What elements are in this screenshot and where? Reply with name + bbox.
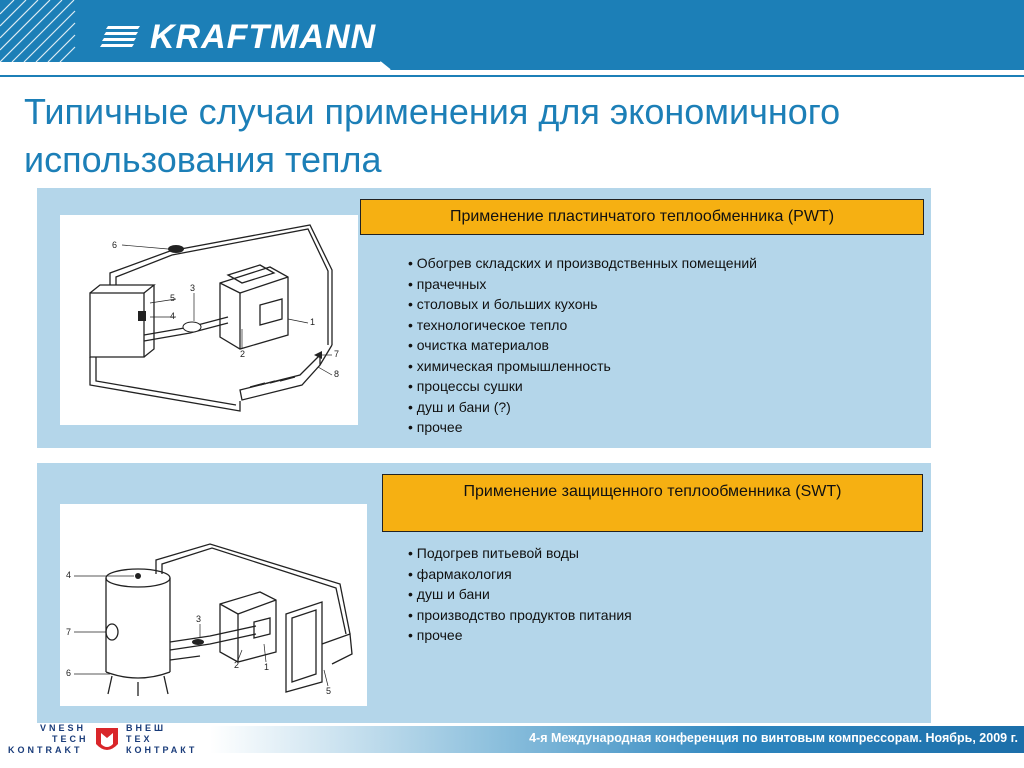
pwt-diagram xyxy=(60,215,358,425)
list-item: • прачечных xyxy=(408,274,757,295)
list-item: • душ и бани (?) xyxy=(408,397,757,418)
svg-text:1: 1 xyxy=(264,662,270,672)
page-title: Типичные случаи применения для экономичного использования тепла xyxy=(24,91,841,180)
footer-logo: VNESH TECH KONTRAKT ВНЕШ ТЕХ КОНТРАКТ xyxy=(8,723,198,755)
svg-text:3: 3 xyxy=(196,614,202,624)
list-item: • Подогрев питьевой воды xyxy=(408,543,632,564)
footer-logo-emblem-icon xyxy=(92,724,122,756)
svg-text:1: 1 xyxy=(310,317,316,327)
svg-text:6: 6 xyxy=(66,668,72,678)
svg-text:5: 5 xyxy=(170,293,176,303)
svg-text:5: 5 xyxy=(326,686,332,696)
svg-text:3: 3 xyxy=(190,283,196,293)
svg-text:7: 7 xyxy=(66,627,72,637)
list-item: • Обогрев складских и производственных помещений xyxy=(408,253,757,274)
list-item: • прочее xyxy=(408,625,632,646)
list-item: • фармакология xyxy=(408,564,632,585)
swt-heading: Применение защищенного теплообменника (SWT) xyxy=(382,474,923,532)
list-item: • душ и бани xyxy=(408,584,632,605)
footer-bar xyxy=(210,726,1024,753)
svg-text:6: 6 xyxy=(112,240,118,250)
pwt-application-list xyxy=(408,253,757,438)
footer-text: 4-я Международная конференция по винтовым компрессорам. Ноябрь, 2009 г. xyxy=(529,731,1018,745)
pwt-diagram-labels xyxy=(112,240,339,379)
svg-text:2: 2 xyxy=(240,349,246,359)
list-item: • столовых и больших кухонь xyxy=(408,294,757,315)
svg-text:4: 4 xyxy=(170,311,176,321)
swt-diagram xyxy=(60,504,367,706)
list-item: • процессы сушки xyxy=(408,376,757,397)
brand-logo: KRAFTMANN xyxy=(150,18,377,56)
swt-application-list xyxy=(408,543,632,646)
list-item: • производство продуктов питания xyxy=(408,605,632,626)
list-item: • технологическое тепло xyxy=(408,315,757,336)
list-item: • химическая промышленность xyxy=(408,356,757,377)
list-item: • прочее xyxy=(408,417,757,438)
svg-text:2: 2 xyxy=(234,660,240,670)
svg-text:4: 4 xyxy=(66,570,72,580)
list-item: • очистка материалов xyxy=(408,335,757,356)
svg-text:8: 8 xyxy=(334,369,340,379)
pwt-heading: Применение пластинчатого теплообменника (PWT) xyxy=(360,199,924,235)
svg-text:7: 7 xyxy=(334,349,340,359)
